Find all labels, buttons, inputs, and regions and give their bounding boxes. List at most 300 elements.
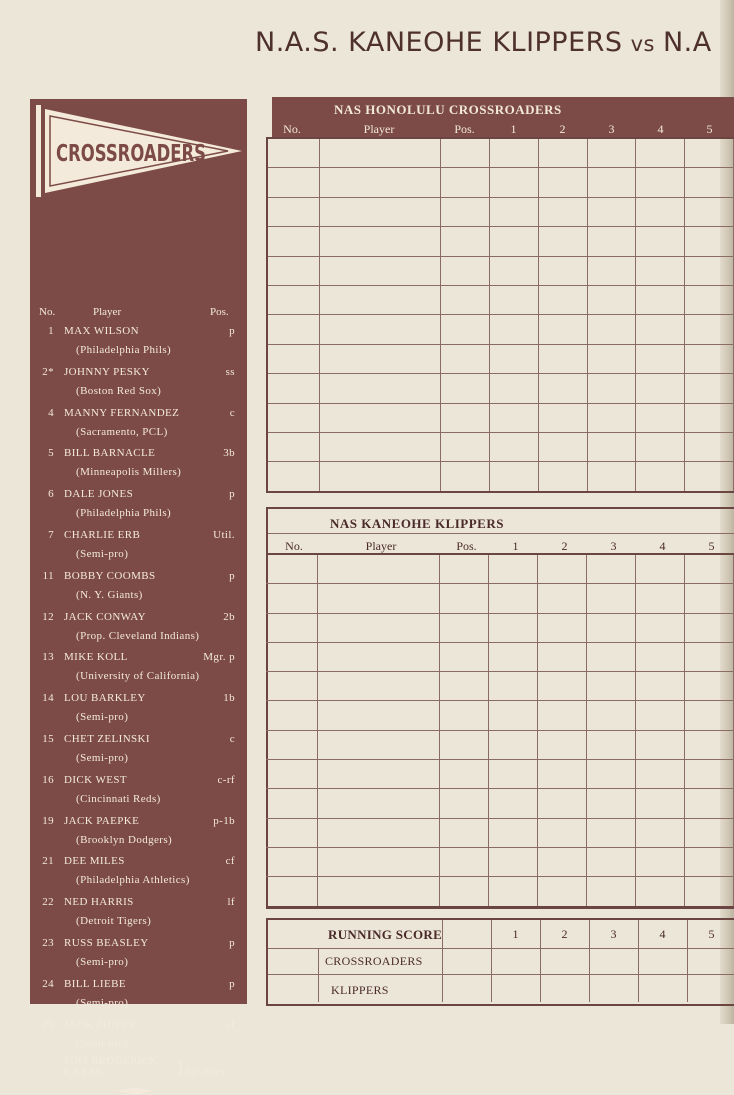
honolulu-title-bar [272, 97, 734, 119]
score-cell[interactable] [440, 877, 489, 907]
score-cell[interactable] [587, 432, 636, 461]
score-cell[interactable] [489, 584, 538, 613]
score-cell[interactable] [685, 285, 734, 314]
score-cell[interactable] [636, 256, 685, 285]
score-cell[interactable] [636, 730, 685, 759]
player-number: 19 [42, 814, 54, 827]
score-cell[interactable] [319, 168, 440, 197]
kaneohe-title-rule [268, 533, 734, 534]
player-team: (Philadelphia Phils) [76, 344, 172, 356]
player-number: 12 [42, 610, 54, 623]
score-cell[interactable] [266, 555, 318, 584]
score-cell[interactable] [318, 672, 440, 701]
score-cell[interactable] [441, 168, 490, 197]
column-header-label: 4 [657, 122, 664, 136]
score-cell[interactable] [685, 256, 734, 285]
score-cell[interactable] [587, 701, 636, 730]
score-cell[interactable] [490, 403, 539, 432]
honolulu-scoring-grid [266, 137, 734, 493]
column-header-label: 3 [608, 122, 615, 136]
score-cell[interactable] [319, 462, 440, 492]
score-cell[interactable] [268, 139, 319, 168]
player-name: BOBBY COOMBS [64, 569, 156, 582]
score-cell[interactable] [489, 613, 538, 642]
column-header-label: 2 [561, 539, 568, 553]
running-score-team-klippers: KLIPPERS [331, 983, 389, 997]
score-cell[interactable] [538, 818, 587, 847]
score-cell[interactable] [318, 555, 440, 584]
score-row [266, 584, 734, 613]
score-cell[interactable] [685, 701, 734, 730]
score-cell[interactable] [636, 403, 685, 432]
score-cell[interactable] [319, 256, 440, 285]
score-cell[interactable] [318, 730, 440, 759]
player-number: 16 [42, 773, 54, 786]
score-cell[interactable] [319, 344, 440, 373]
inning-label: 5 [708, 927, 715, 941]
score-cell[interactable] [685, 789, 734, 818]
column-header-label: 5 [708, 539, 715, 553]
player-team: (University of California) [76, 670, 200, 683]
inning-label: 2 [561, 927, 568, 941]
score-cell[interactable] [266, 701, 318, 730]
player-name: JACK PAEPKE [64, 814, 140, 827]
score-cell[interactable] [636, 642, 685, 671]
score-cell[interactable] [587, 344, 636, 373]
score-cell[interactable] [490, 315, 539, 344]
score-cell[interactable] [538, 760, 587, 789]
score-cell[interactable] [685, 462, 734, 492]
score-cell[interactable] [440, 642, 489, 671]
score-cell[interactable] [587, 285, 636, 314]
score-cell[interactable] [441, 256, 490, 285]
roster-player [30, 934, 247, 975]
roster-player [30, 404, 247, 445]
player-name: BILL BARNACLE [64, 447, 156, 460]
score-cell[interactable] [685, 374, 734, 403]
score-cell[interactable] [538, 584, 587, 613]
score-cell[interactable] [490, 432, 539, 461]
player-team: (Semi-pro) [76, 751, 129, 764]
bat-boys-label: Bat Boys [184, 1066, 225, 1078]
score-cell[interactable] [636, 584, 685, 613]
score-cell[interactable] [636, 789, 685, 818]
score-cell[interactable] [268, 285, 319, 314]
score-cell[interactable] [318, 642, 440, 671]
score-cell[interactable] [266, 847, 318, 876]
score-cell[interactable] [538, 315, 587, 344]
score-cell[interactable] [266, 789, 318, 818]
score-cell[interactable] [441, 285, 490, 314]
score-cell[interactable] [538, 256, 587, 285]
score-row [268, 168, 734, 197]
score-cell[interactable] [538, 197, 587, 226]
score-cell[interactable] [538, 672, 587, 701]
score-cell[interactable] [636, 462, 685, 492]
player-team: (Semi-pro) [76, 996, 129, 1009]
score-cell[interactable] [441, 197, 490, 226]
score-row [268, 403, 734, 432]
score-cell[interactable] [441, 315, 490, 344]
score-cell[interactable] [266, 818, 318, 847]
page-title-right: N.A [662, 27, 712, 58]
score-cell[interactable] [636, 847, 685, 876]
player-number: 6 [48, 488, 54, 501]
score-cell[interactable] [587, 877, 636, 907]
player-name: JOHNNY PESKY [64, 365, 150, 378]
roster-header [30, 306, 247, 320]
score-cell[interactable] [266, 613, 318, 642]
score-row [268, 227, 734, 256]
score-cell[interactable] [319, 285, 440, 314]
score-cell[interactable] [319, 374, 440, 403]
score-cell[interactable] [489, 818, 538, 847]
player-number: 23 [42, 936, 54, 949]
player-position: 3b [223, 447, 235, 460]
score-cell[interactable] [266, 760, 318, 789]
score-cell[interactable] [268, 256, 319, 285]
roster-player [30, 526, 247, 567]
score-cell[interactable] [636, 555, 685, 584]
score-cell[interactable] [441, 227, 490, 256]
score-cell[interactable] [489, 672, 538, 701]
score-row [266, 760, 734, 789]
score-cell[interactable] [538, 642, 587, 671]
roster-player [30, 975, 247, 1016]
score-cell[interactable] [441, 139, 490, 168]
score-cell[interactable] [440, 730, 489, 759]
score-cell[interactable] [685, 760, 734, 789]
score-cell[interactable] [318, 789, 440, 818]
score-row [266, 847, 734, 876]
score-cell[interactable] [587, 642, 636, 671]
kaneohe-title: NAS KANEOHE KLIPPERS [330, 516, 504, 531]
score-cell[interactable] [440, 613, 489, 642]
score-cell[interactable] [538, 789, 587, 818]
score-cell[interactable] [489, 847, 538, 876]
grid-line [442, 920, 443, 1002]
player-team: (Philadelphia Athletics) [76, 874, 190, 887]
player-number: 11 [42, 569, 54, 582]
kaneohe-scoring-grid [266, 553, 734, 908]
score-cell[interactable] [489, 701, 538, 730]
player-name: DALE JONES [64, 488, 134, 501]
score-cell[interactable] [441, 403, 490, 432]
score-cell[interactable] [538, 168, 587, 197]
score-cell[interactable] [685, 847, 734, 876]
grid-line [638, 920, 639, 1002]
score-cell[interactable] [268, 462, 319, 492]
score-cell[interactable] [685, 168, 734, 197]
score-cell[interactable] [440, 760, 489, 789]
score-cell[interactable] [440, 584, 489, 613]
player-team: (Philadelphia Phils) [76, 507, 172, 520]
score-cell[interactable] [685, 139, 734, 168]
roster-player [30, 689, 247, 730]
score-cell[interactable] [636, 227, 685, 256]
score-cell[interactable] [318, 818, 440, 847]
score-cell[interactable] [685, 730, 734, 759]
score-cell[interactable] [587, 730, 636, 759]
grid-line [687, 920, 688, 1002]
running-score-row [268, 948, 734, 975]
score-cell[interactable] [685, 403, 734, 432]
score-cell[interactable] [636, 672, 685, 701]
score-cell[interactable] [440, 818, 489, 847]
score-cell[interactable] [266, 584, 318, 613]
roster-player [30, 1016, 247, 1057]
score-cell[interactable] [587, 315, 636, 344]
score-row [268, 344, 734, 373]
player-team: (Semi-pro) [76, 547, 129, 560]
score-row [266, 877, 734, 907]
pennant-text: CROSSROADERS [56, 141, 206, 167]
score-row [268, 462, 734, 492]
score-cell[interactable] [636, 818, 685, 847]
score-cell[interactable] [490, 344, 539, 373]
score-cell[interactable] [685, 672, 734, 701]
player-position: c [229, 732, 235, 745]
score-cell[interactable] [318, 584, 440, 613]
score-cell[interactable] [489, 789, 538, 818]
column-header-label: Player [363, 122, 395, 136]
score-cell[interactable] [538, 374, 587, 403]
score-cell[interactable] [319, 432, 440, 461]
score-cell[interactable] [318, 877, 440, 907]
score-cell[interactable] [268, 432, 319, 461]
score-cell[interactable] [441, 344, 490, 373]
score-cell[interactable] [490, 374, 539, 403]
bat-boys-names [63, 1056, 157, 1078]
roster-col-player: Player [93, 306, 122, 318]
player-number: 1 [48, 325, 54, 337]
score-cell[interactable] [538, 613, 587, 642]
player-position: cf [225, 1018, 235, 1031]
roster-player [30, 812, 247, 853]
score-cell[interactable] [636, 285, 685, 314]
player-number: 21 [42, 855, 54, 868]
score-cell[interactable] [587, 256, 636, 285]
roster-player [30, 485, 247, 526]
score-row [266, 730, 734, 759]
score-cell[interactable] [538, 462, 587, 492]
score-cell[interactable] [587, 374, 636, 403]
score-cell[interactable] [587, 789, 636, 818]
player-team: (N. Y. Giants) [76, 588, 143, 601]
score-cell[interactable] [441, 374, 490, 403]
score-cell[interactable] [266, 877, 318, 907]
roster-col-no: No. [39, 306, 56, 318]
score-cell[interactable] [489, 760, 538, 789]
score-cell[interactable] [268, 197, 319, 226]
score-cell[interactable] [490, 462, 539, 492]
brace-glyph: } [176, 1057, 185, 1077]
score-cell[interactable] [636, 168, 685, 197]
score-cell[interactable] [636, 374, 685, 403]
score-cell[interactable] [440, 672, 489, 701]
score-cell[interactable] [587, 760, 636, 789]
score-cell[interactable] [538, 847, 587, 876]
score-cell[interactable] [538, 344, 587, 373]
score-cell[interactable] [685, 197, 734, 226]
score-cell[interactable] [685, 642, 734, 671]
score-cell[interactable] [587, 403, 636, 432]
score-row [266, 613, 734, 642]
score-cell[interactable] [685, 613, 734, 642]
score-cell[interactable] [490, 256, 539, 285]
score-cell[interactable] [685, 818, 734, 847]
score-cell[interactable] [685, 315, 734, 344]
score-cell[interactable] [538, 701, 587, 730]
score-cell[interactable] [636, 315, 685, 344]
grid-line [318, 948, 319, 1002]
score-cell[interactable] [587, 227, 636, 256]
score-cell[interactable] [538, 139, 587, 168]
score-cell[interactable] [266, 730, 318, 759]
score-cell[interactable] [266, 642, 318, 671]
score-cell[interactable] [636, 139, 685, 168]
score-cell[interactable] [489, 642, 538, 671]
score-cell[interactable] [268, 403, 319, 432]
score-cell[interactable] [587, 555, 636, 584]
score-cell[interactable] [441, 432, 490, 461]
player-number: 2* [42, 365, 54, 378]
bat-boy-name: TOM BRODERICK [63, 1055, 158, 1067]
score-cell[interactable] [268, 168, 319, 197]
score-cell[interactable] [587, 197, 636, 226]
player-team: (Semi-pro) [76, 1037, 129, 1050]
score-cell[interactable] [268, 315, 319, 344]
score-cell[interactable] [685, 432, 734, 461]
player-name: JACK CONWAY [64, 610, 146, 623]
score-cell[interactable] [440, 701, 489, 730]
score-cell[interactable] [490, 197, 539, 226]
player-position: 2b [223, 610, 235, 623]
score-cell[interactable] [319, 315, 440, 344]
bat-boys [30, 1056, 247, 1086]
score-cell[interactable] [318, 847, 440, 876]
player-position: Mgr. p [203, 651, 235, 664]
player-name: CHET ZELINSKI [64, 732, 150, 745]
score-cell[interactable] [318, 701, 440, 730]
score-cell[interactable] [268, 227, 319, 256]
score-row [266, 818, 734, 847]
score-cell[interactable] [318, 613, 440, 642]
column-header-label: 5 [706, 122, 713, 136]
score-cell[interactable] [268, 344, 319, 373]
score-cell[interactable] [685, 877, 734, 907]
score-row [268, 285, 734, 314]
player-team: (Cincinnati Reds) [76, 792, 161, 805]
score-cell[interactable] [318, 760, 440, 789]
player-name: CHARLIE ERB [64, 528, 141, 541]
score-cell[interactable] [319, 139, 440, 168]
score-cell[interactable] [538, 730, 587, 759]
score-cell[interactable] [636, 613, 685, 642]
player-team: (Boston Red Sox) [76, 384, 162, 397]
score-cell[interactable] [587, 462, 636, 492]
column-header-label: 3 [610, 539, 617, 553]
score-cell[interactable] [266, 672, 318, 701]
score-cell[interactable] [685, 344, 734, 373]
score-cell[interactable] [685, 227, 734, 256]
score-cell[interactable] [440, 555, 489, 584]
score-cell[interactable] [441, 462, 490, 492]
roster-list [30, 322, 247, 1056]
score-cell[interactable] [636, 344, 685, 373]
score-cell[interactable] [587, 168, 636, 197]
diamond-ornament-icon [118, 1087, 152, 1095]
score-cell[interactable] [538, 877, 587, 907]
score-cell[interactable] [268, 374, 319, 403]
score-cell[interactable] [440, 847, 489, 876]
score-cell[interactable] [587, 818, 636, 847]
score-cell[interactable] [489, 877, 538, 907]
score-cell[interactable] [587, 613, 636, 642]
grid-line [491, 920, 492, 1002]
player-position: Util. [213, 528, 235, 541]
score-cell[interactable] [587, 139, 636, 168]
score-cell[interactable] [319, 227, 440, 256]
score-cell[interactable] [489, 555, 538, 584]
page-title [255, 27, 712, 58]
score-cell[interactable] [636, 877, 685, 907]
score-cell[interactable] [587, 672, 636, 701]
inning-label: 1 [512, 927, 519, 941]
pennant-logo [34, 103, 246, 199]
player-position: c-rf [217, 773, 235, 786]
player-position: p [229, 569, 235, 582]
player-name: MIKE KOLL [64, 651, 128, 664]
score-cell[interactable] [490, 285, 539, 314]
score-cell[interactable] [490, 227, 539, 256]
player-number: 4 [48, 406, 54, 419]
score-cell[interactable] [587, 847, 636, 876]
score-cell[interactable] [636, 760, 685, 789]
score-cell[interactable] [685, 584, 734, 613]
honolulu-score-sheet [266, 97, 734, 493]
score-cell[interactable] [538, 227, 587, 256]
score-row [268, 197, 734, 226]
score-cell[interactable] [319, 403, 440, 432]
score-cell[interactable] [636, 197, 685, 226]
score-cell[interactable] [685, 555, 734, 584]
score-cell[interactable] [636, 701, 685, 730]
score-cell[interactable] [636, 432, 685, 461]
player-name: RUSS BEASLEY [64, 936, 149, 949]
column-header-label: 1 [512, 539, 519, 553]
player-name: DEE MILES [64, 855, 125, 868]
score-cell[interactable] [490, 168, 539, 197]
score-cell[interactable] [587, 584, 636, 613]
score-cell[interactable] [538, 403, 587, 432]
column-header-label: Player [365, 539, 397, 553]
score-cell[interactable] [538, 555, 587, 584]
player-number: 13 [42, 651, 54, 664]
score-cell[interactable] [538, 285, 587, 314]
player-position: p [229, 936, 235, 949]
score-cell[interactable] [490, 139, 539, 168]
player-number: 15 [42, 732, 54, 745]
column-header-label: Pos. [454, 122, 475, 136]
roster-player [30, 322, 247, 363]
score-cell[interactable] [538, 432, 587, 461]
score-cell[interactable] [440, 789, 489, 818]
player-position: p-1b [213, 814, 235, 827]
score-cell[interactable] [489, 730, 538, 759]
score-cell[interactable] [319, 197, 440, 226]
page-title-left: N.A.S. KANEOHE KLIPPERS [255, 27, 623, 58]
